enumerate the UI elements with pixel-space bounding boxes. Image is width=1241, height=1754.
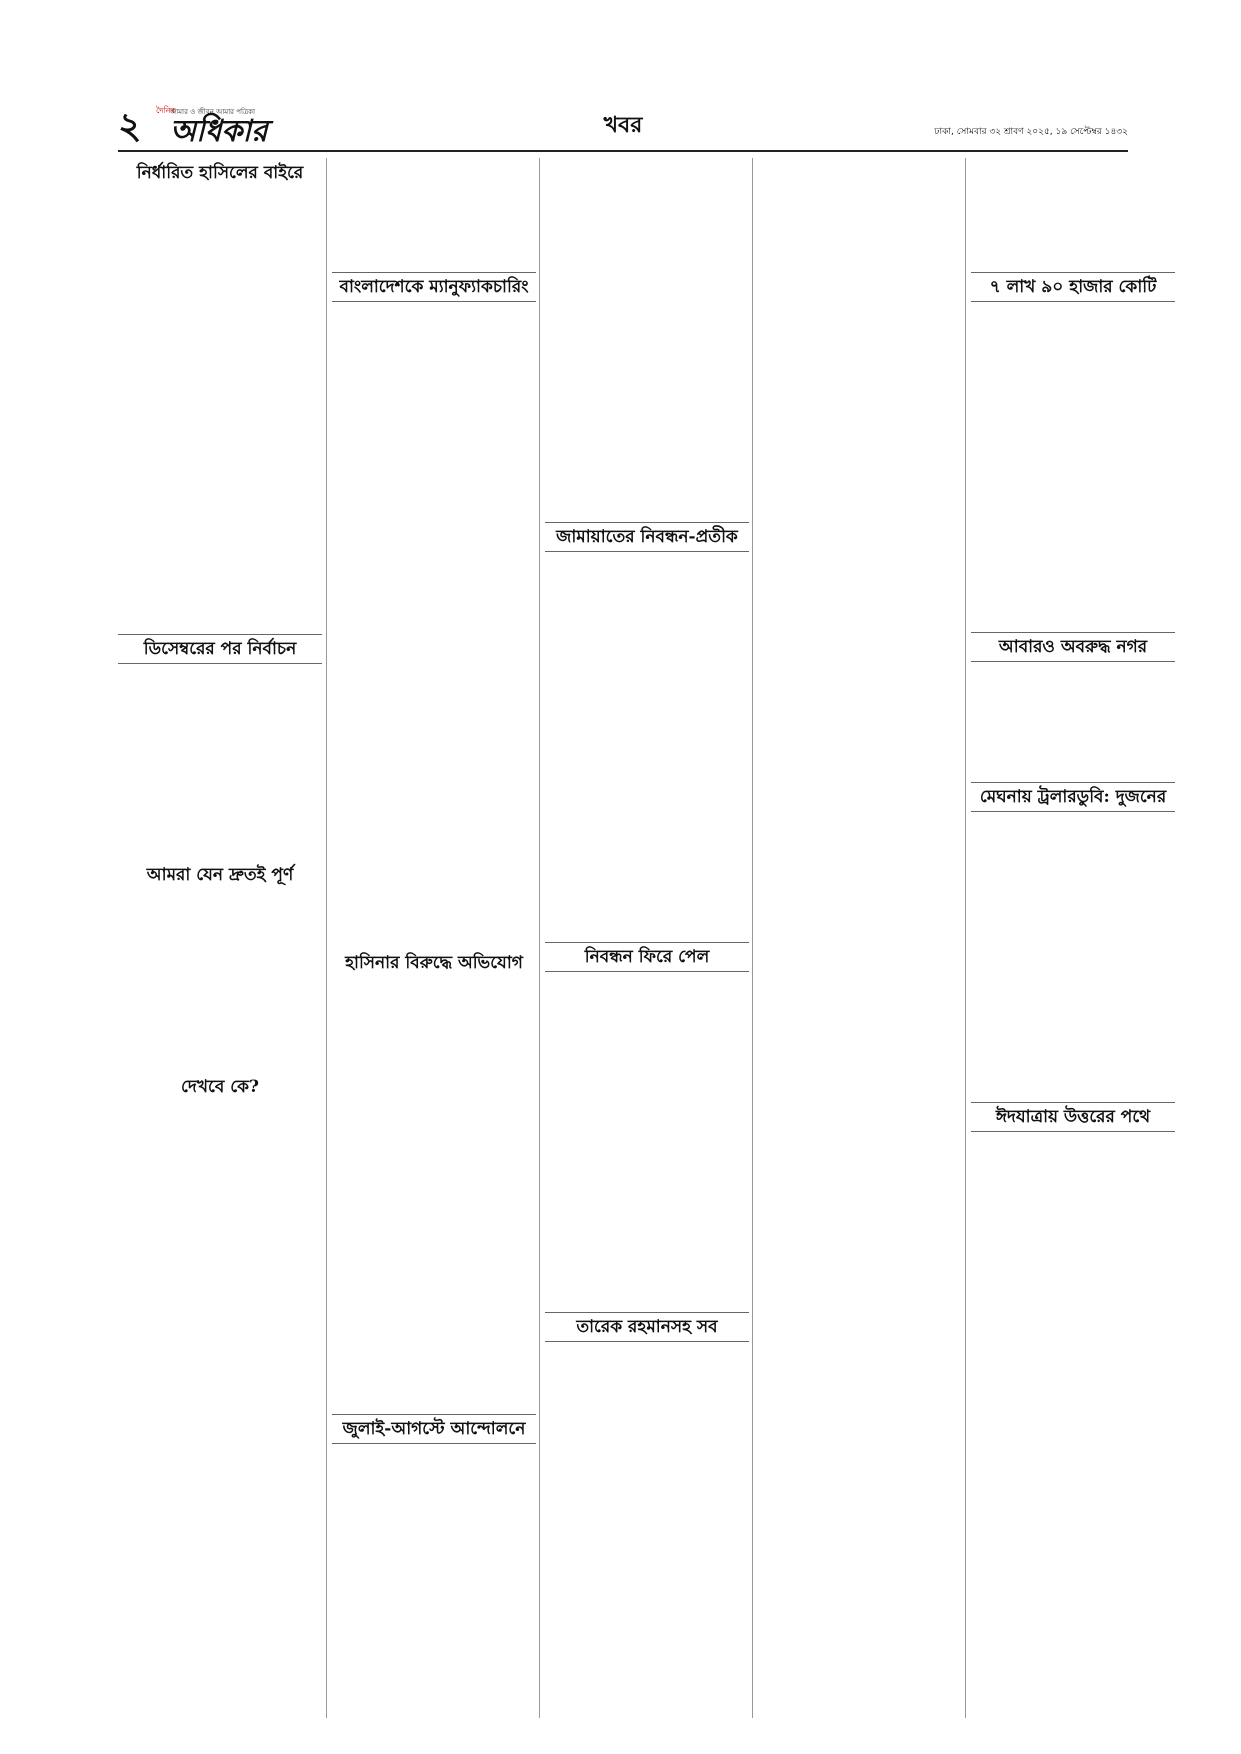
column-1 [118, 158, 322, 1718]
section-title: খবর [603, 112, 643, 138]
page-number: ২ [118, 105, 142, 147]
masthead [118, 104, 1128, 152]
article-body [332, 1450, 536, 1710]
article-body [332, 980, 536, 1410]
article-body [971, 818, 1175, 1098]
article-body [545, 158, 749, 518]
article-body [118, 190, 322, 630]
article-body [971, 308, 1175, 628]
tagline: আমার ও জীবন আমার পত্রিকা [170, 108, 256, 116]
newspaper-logo: অধিকার [170, 114, 268, 149]
article-headline: জামায়াতের নিবন্ধন-প্রতীক [545, 522, 749, 552]
column-3 [545, 158, 749, 1718]
column-4 [758, 158, 962, 1718]
article-body [118, 1104, 322, 1718]
article-headline: বাংলাদেশকে ম্যানুফ্যাকচারিং [332, 272, 536, 302]
column-rule [965, 158, 966, 1718]
article-body [971, 1138, 1175, 1698]
article-headline: ঈদযাত্রায় উত্তরের পথে [971, 1102, 1175, 1132]
article-headline: নিবন্ধন ফিরে পেল [545, 942, 749, 972]
dateline: ঢাকা, সোমবার ৩২ শ্রাবণ ২০২৫, ১৯ সেপ্টেম্বর ১৪৩২ [934, 127, 1128, 137]
article-headline: আবারও অবরুদ্ধ নগর [971, 632, 1175, 662]
article-body [118, 670, 322, 860]
article-headline: জুলাই-আগস্টে আন্দোলনে [332, 1414, 536, 1444]
article-headline: দেখবে কে? [181, 1077, 259, 1097]
column-5 [971, 158, 1175, 1718]
article-body [545, 1348, 749, 1718]
article-body [971, 668, 1175, 778]
article-body [332, 308, 536, 948]
article-body [118, 892, 322, 1072]
article-headline: মেঘনায় ট্রলারডুবি: দুজনের [971, 782, 1175, 812]
article-body [332, 158, 536, 268]
column-rule [539, 158, 540, 1718]
article-body [971, 158, 1175, 268]
article-body [545, 978, 749, 1308]
article-headline: তারেক রহমানসহ সব [545, 1312, 749, 1342]
article-headline: হাসিনার বিরুদ্ধে অভিযোগ [345, 953, 523, 973]
column-rule [752, 158, 753, 1718]
column-2 [332, 158, 536, 1718]
article-headline: ডিসেম্বরের পর নির্বাচন [118, 634, 322, 664]
article-body [545, 558, 749, 938]
article-headline: নির্ধারিত হাসিলের বাইরে [136, 163, 304, 183]
article-headline: আমরা যেন দ্রুতই পূর্ণ [146, 865, 294, 885]
column-rule [326, 158, 327, 1718]
article-headline: ৭ লাখ ৯০ হাজার কোটি [971, 272, 1175, 302]
vertical-label: দৈনিক [156, 106, 177, 115]
article-body [758, 158, 962, 1718]
